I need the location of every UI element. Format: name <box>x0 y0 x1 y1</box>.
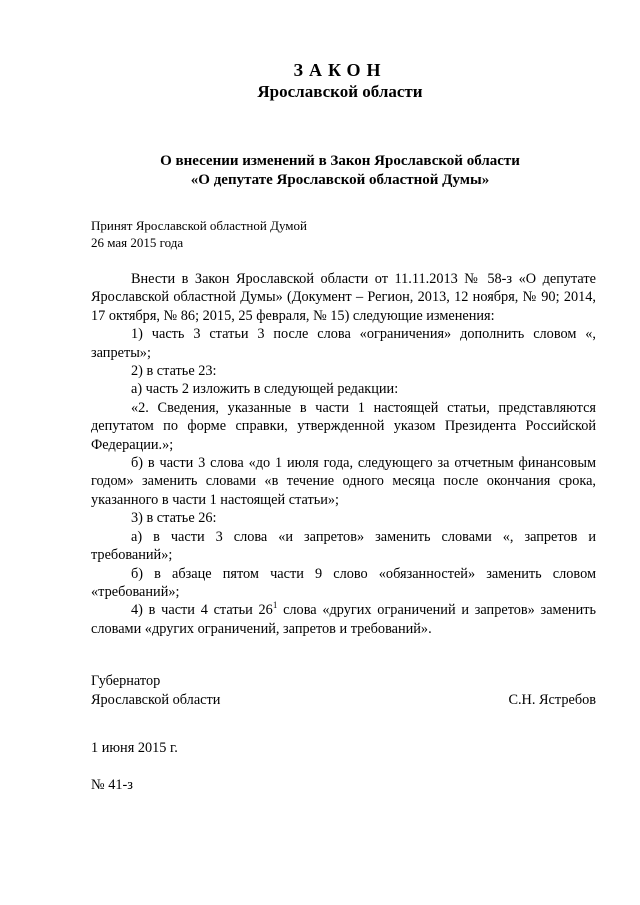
signatory-name: С.Н. Ястребов <box>508 692 596 708</box>
signature-block <box>91 672 596 710</box>
law-number: № 41-з <box>91 777 133 793</box>
signatory-position-line2: Ярославской области <box>91 692 221 708</box>
body-item-3b: б) в абзаце пятом части 9 слово «обязанностей» заменить словом «требований»; <box>91 565 596 600</box>
body-item-4-pre: 4) в части 4 статьи 26 <box>131 602 273 619</box>
law-region: Ярославской области <box>257 82 423 101</box>
body-item-4-superscript: 1 <box>272 600 278 611</box>
adoption-body: Принят Ярославской областной Думой <box>91 218 307 233</box>
body-item-2b: б) в части 3 слова «до 1 июля года, следующего за отчетным финансовым годом» заменить словами «в течение одного месяца после окончания срока, указанного в части 1 настоящей статьи»; <box>91 455 596 508</box>
body-item-2: 2) в статье 23: <box>131 363 217 380</box>
adoption-note <box>91 217 307 251</box>
law-title-line2: «О депутате Ярославской областной Думы» <box>190 172 490 188</box>
body-item-3: 3) в статье 26: <box>131 510 217 527</box>
signing-date: 1 июня 2015 г. <box>91 740 178 756</box>
body-item-4-post: слова «других ограничений и запретов» заменить словами «других ограничений, запретов и требований». <box>91 602 597 637</box>
signature-row <box>91 691 596 710</box>
body-item-4 <box>91 601 596 638</box>
body-item-3a: а) в части 3 слова «и запретов» заменить словами «, запретов и требований»; <box>91 528 596 564</box>
body-item-2a-quote: «2. Сведения, указанные в части 1 настоящей статьи, представляются депутатом по форме справки, утвержденной указом Президента Российской Федерации.»; <box>91 399 596 453</box>
law-body <box>91 270 596 638</box>
signatory-position-line1: Губернатор <box>91 673 161 689</box>
law-title <box>0 152 640 190</box>
body-item-1: 1) часть 3 статьи 3 после слова «ограничения» дополнить словом «, запреты»; <box>91 326 596 361</box>
law-heading: ЗАКОН <box>293 60 387 80</box>
body-item-2a: а) часть 2 изложить в следующей редакции: <box>131 381 399 398</box>
law-title-line1: О внесении изменений в Закон Ярославской области <box>160 153 520 169</box>
body-intro: Внести в Закон Ярославской области от 11.11.2013 № 58-з «О депутате Ярославской областной Думы» (Документ – Регион, 2013, 12 ноября, № 90; 2014, 17 октября, № 86; 2015, 25 февраля, № 15) следующие изменения: <box>91 271 596 324</box>
adoption-date: 26 мая 2015 года <box>91 235 184 250</box>
